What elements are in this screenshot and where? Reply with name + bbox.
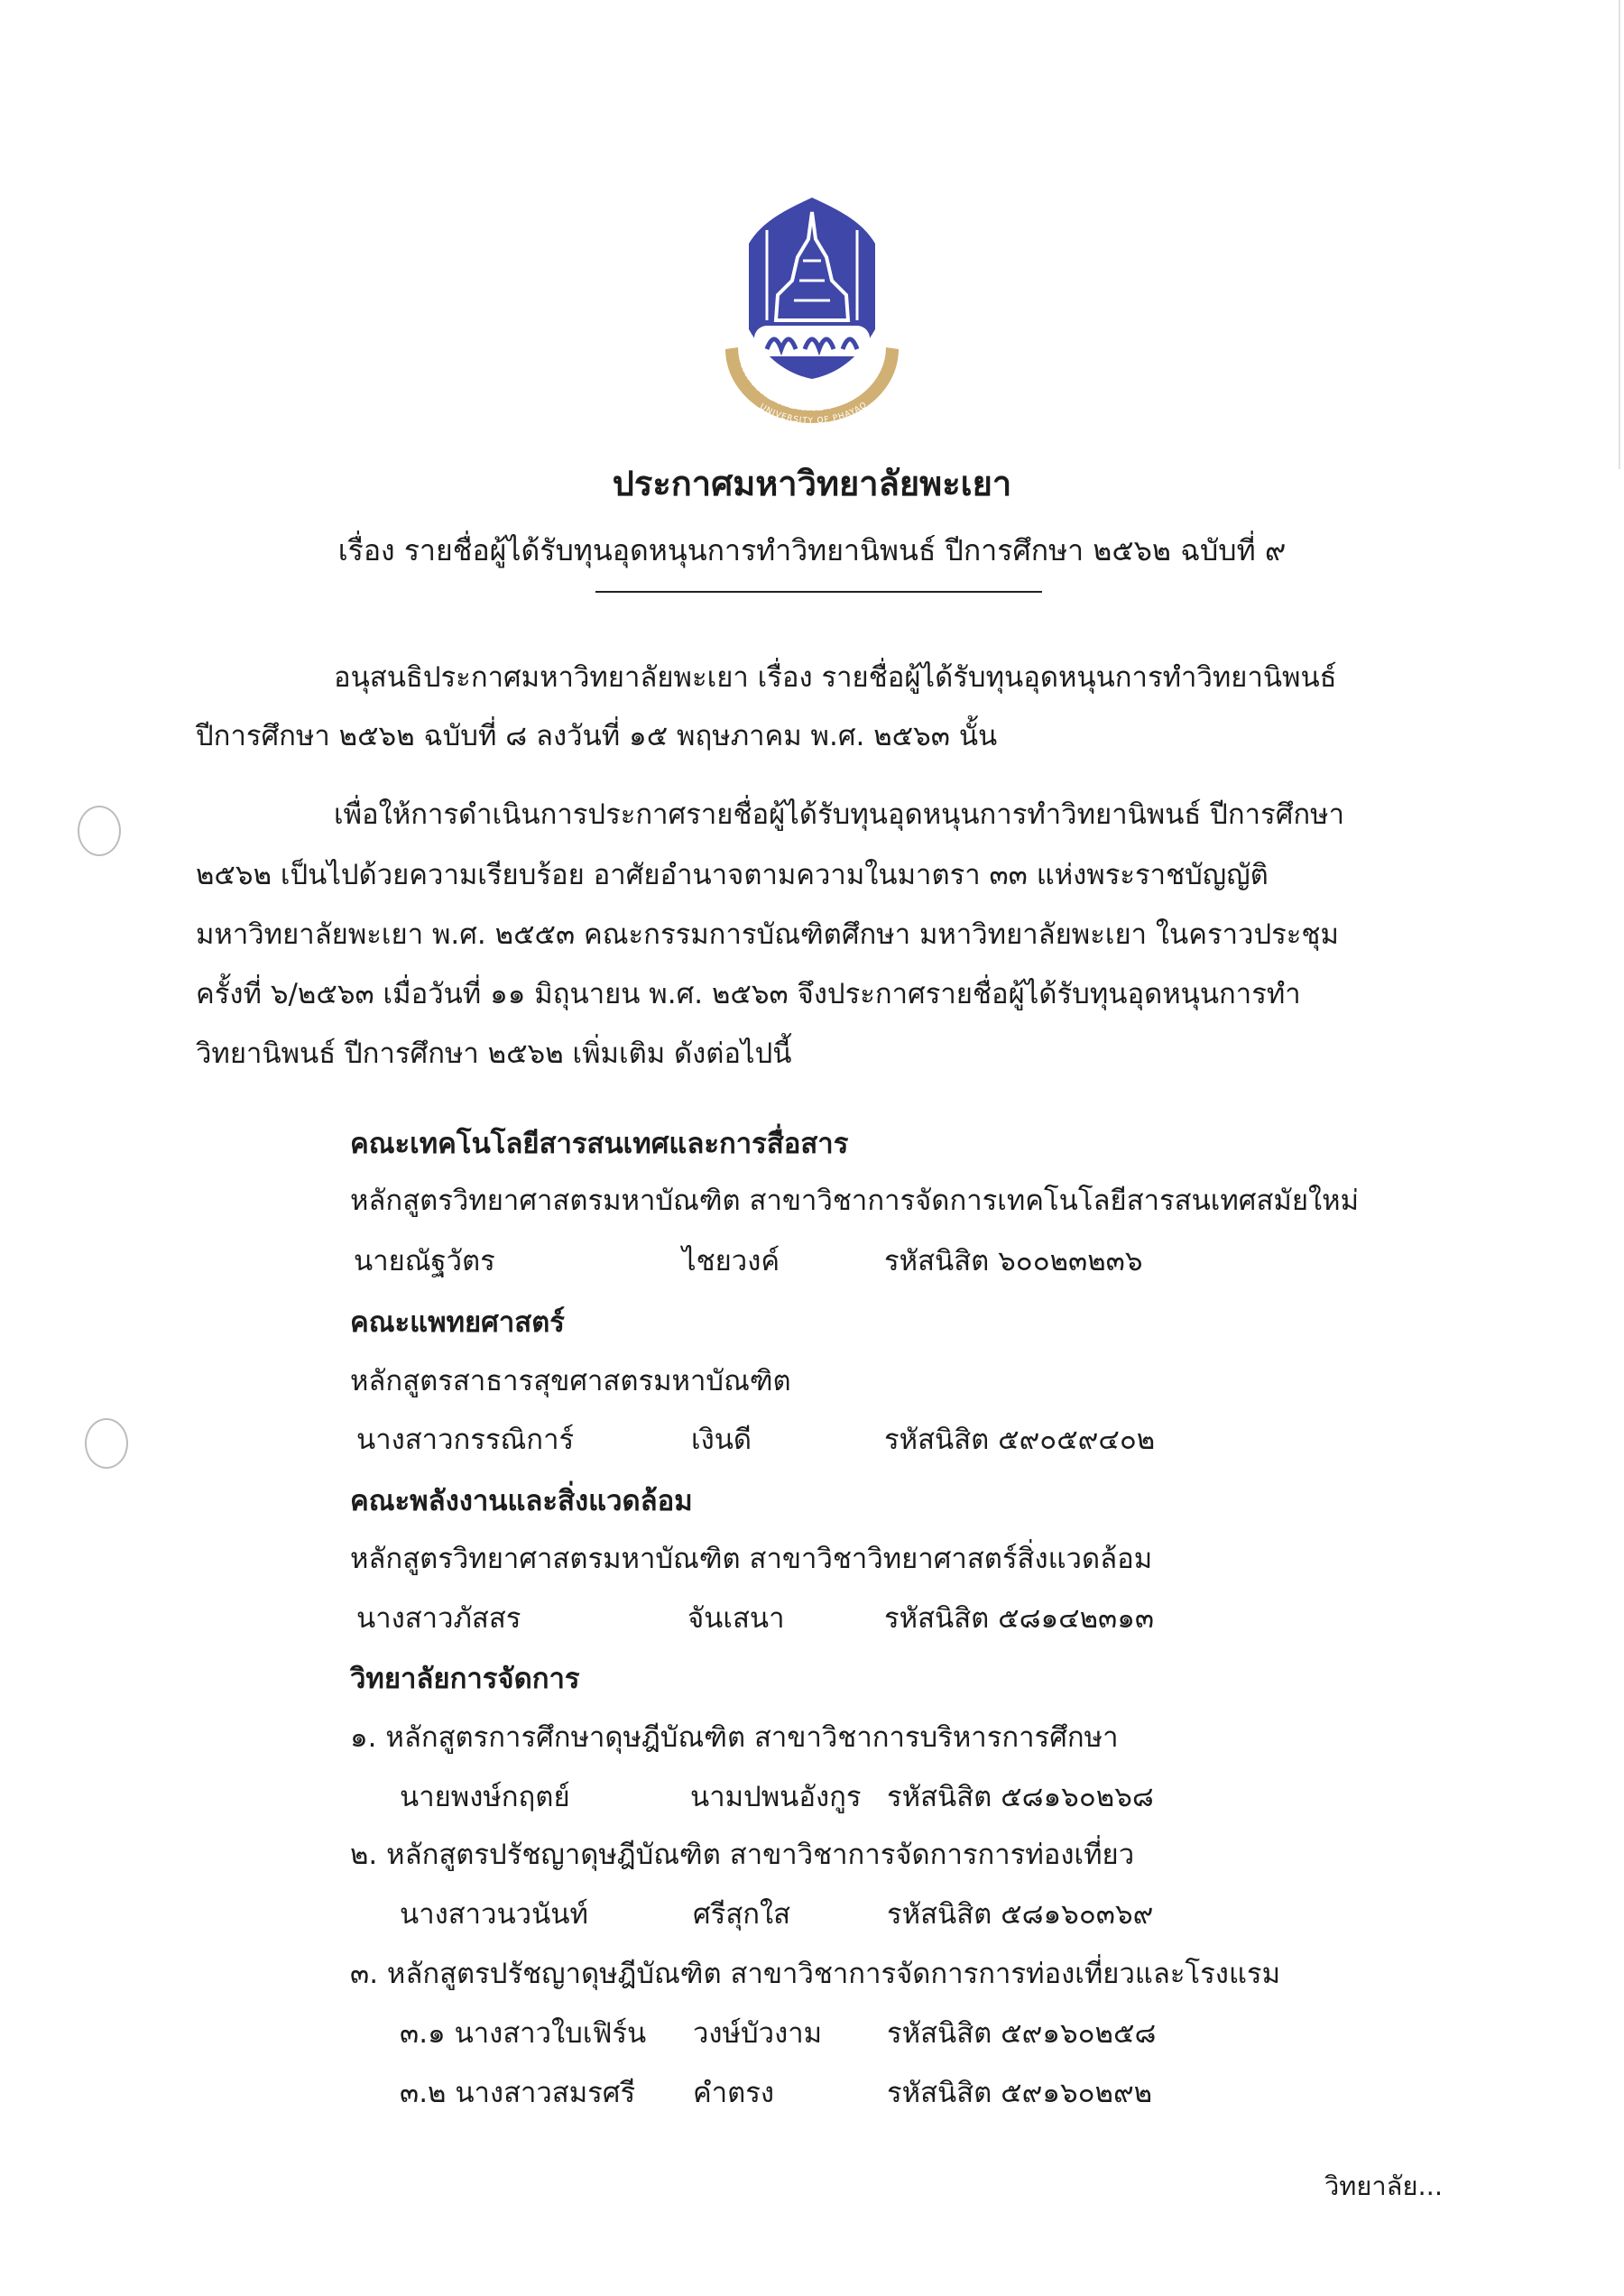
program-title: ๑. หลักสูตรการศึกษาดุษฎีบัณฑิต สาขาวิชาการบริหารการศึกษา [350, 1721, 1119, 1754]
faculty-heading: คณะพลังงานและสิ่งแวดล้อม [350, 1485, 693, 1517]
program-title: หลักสูตรวิทยาศาสตรมหาบัณฑิต สาขาวิชาวิทยาศาสตร์สิ่งแวดล้อม [350, 1543, 1153, 1575]
student-last-name: คำตรง [693, 2077, 775, 2109]
announcement-subject: เรื่อง รายชื่อผู้ได้รับทุนอุดหนุนการทำวิทยานิพนธ์ ปีการศึกษา ๒๕๖๒ ฉบับที่ ๙ [337, 533, 1287, 567]
student-first-name: นายพงษ์กฤตย์ [400, 1781, 570, 1813]
program-title: ๒. หลักสูตรปรัชญาดุษฎีบัณฑิต สาขาวิชาการจัดการการท่องเที่ยว [350, 1839, 1135, 1871]
announcement-title: ประกาศมหาวิทยาลัยพะเยา [612, 464, 1012, 503]
student-id: รหัสนิสิต ๖๐๐๒๓๒๓๖ [884, 1245, 1143, 1277]
student-last-name: จันเสนา [687, 1602, 785, 1635]
paragraph-1-line-1: อนุสนธิประกาศมหาวิทยาลัยพะเยา เรื่อง รายชื่อผู้ได้รับทุนอุดหนุนการทำวิทยานิพนธ์ [334, 661, 1337, 694]
student-first-name: นางสาวนวนันท์ [400, 1898, 588, 1931]
logo-text-thai: มหาวิทยาลัยพะเยา [737, 359, 833, 415]
paragraph-2-line-5: วิทยานิพนธ์ ปีการศึกษา ๒๕๖๒ เพิ่มเติม ดังต่อไปนี้ [196, 1037, 792, 1070]
student-id: รหัสนิสิต ๕๙๑๖๐๒๙๒ [887, 2077, 1153, 2109]
logo-text-english: UNIVERSITY OF PHAYAO [758, 400, 870, 427]
paragraph-2-line-3: มหาวิทยาลัยพะเยา พ.ศ. ๒๕๕๓ คณะกรรมการบัณฑิตศึกษา มหาวิทยาลัยพะเยา ในคราวประชุม [196, 918, 1339, 951]
program-title: หลักสูตรสาธารสุขศาสตรมหาบัณฑิต [350, 1365, 791, 1397]
paragraph-2-line-1: เพื่อให้การดำเนินการประกาศรายชื่อผู้ได้รับทุนอุดหนุนการทำวิทยานิพนธ์ ปีการศึกษา [334, 798, 1344, 831]
student-last-name: ศรีสุกใส [693, 1898, 791, 1931]
page-edge-shadow [1619, 0, 1620, 469]
student-id: รหัสนิสิต ๕๘๑๔๒๓๑๓ [884, 1602, 1155, 1635]
student-last-name: เงินดี [691, 1424, 752, 1456]
punch-hole-top [78, 806, 121, 856]
student-first-name: ๓.๑ นางสาวใบเฟิร์น [400, 2017, 647, 2050]
paragraph-2-line-4: ครั้งที่ ๖/๒๕๖๓ เมื่อวันที่ ๑๑ มิถุนายน พ.ศ. ๒๕๖๓ จึงประกาศรายชื่อผู้ได้รับทุนอุดหนุนการทำ [196, 978, 1301, 1010]
student-first-name: นางสาวภัสสร [356, 1602, 521, 1635]
faculty-heading: วิทยาลัยการจัดการ [350, 1663, 580, 1695]
student-id: รหัสนิสิต ๕๘๑๖๐๒๖๘ [887, 1781, 1154, 1813]
title-underline [595, 591, 1042, 593]
student-first-name: นายณัฐวัตร [354, 1245, 495, 1277]
student-first-name: ๓.๒ นางสาวสมรศรี [400, 2077, 636, 2109]
student-last-name: นามปพนอังกูร [690, 1781, 862, 1813]
program-title: หลักสูตรวิทยาศาสตรมหาบัณฑิต สาขาวิชาการจัดการเทคโนโลยีสารสนเทศสมัยใหม่ [350, 1185, 1360, 1217]
student-first-name: นางสาวกรรณิการ์ [356, 1424, 575, 1456]
faculty-heading: คณะแพทยศาสตร์ [350, 1306, 565, 1339]
student-last-name: ไชยวงค์ [682, 1245, 780, 1277]
university-logo [722, 194, 902, 429]
continuation-text: วิทยาลัย... [1324, 2171, 1444, 2201]
punch-hole-bottom [85, 1418, 128, 1469]
student-id: รหัสนิสิต ๕๙๐๕๙๔๐๒ [884, 1424, 1156, 1456]
program-title: ๓. หลักสูตรปรัชญาดุษฎีบัณฑิต สาขาวิชาการจัดการการท่องเที่ยวและโรงแรม [350, 1958, 1281, 1990]
student-last-name: วงษ์บัวงาม [693, 2017, 823, 2050]
paragraph-2-line-2: ๒๕๖๒ เป็นไปด้วยความเรียบร้อย อาศัยอำนาจตามความในมาตรา ๓๓ แห่งพระราชบัญญัติ [196, 859, 1269, 891]
student-id: รหัสนิสิต ๕๘๑๖๐๓๖๙ [887, 1898, 1154, 1931]
faculty-heading: คณะเทคโนโลยีสารสนเทศและการสื่อสาร [350, 1128, 849, 1160]
paragraph-1-line-2: ปีการศึกษา ๒๕๖๒ ฉบับที่ ๘ ลงวันที่ ๑๕ พฤษภาคม พ.ศ. ๒๕๖๓ นั้น [196, 720, 998, 752]
student-id: รหัสนิสิต ๕๙๑๖๐๒๕๘ [887, 2017, 1157, 2050]
